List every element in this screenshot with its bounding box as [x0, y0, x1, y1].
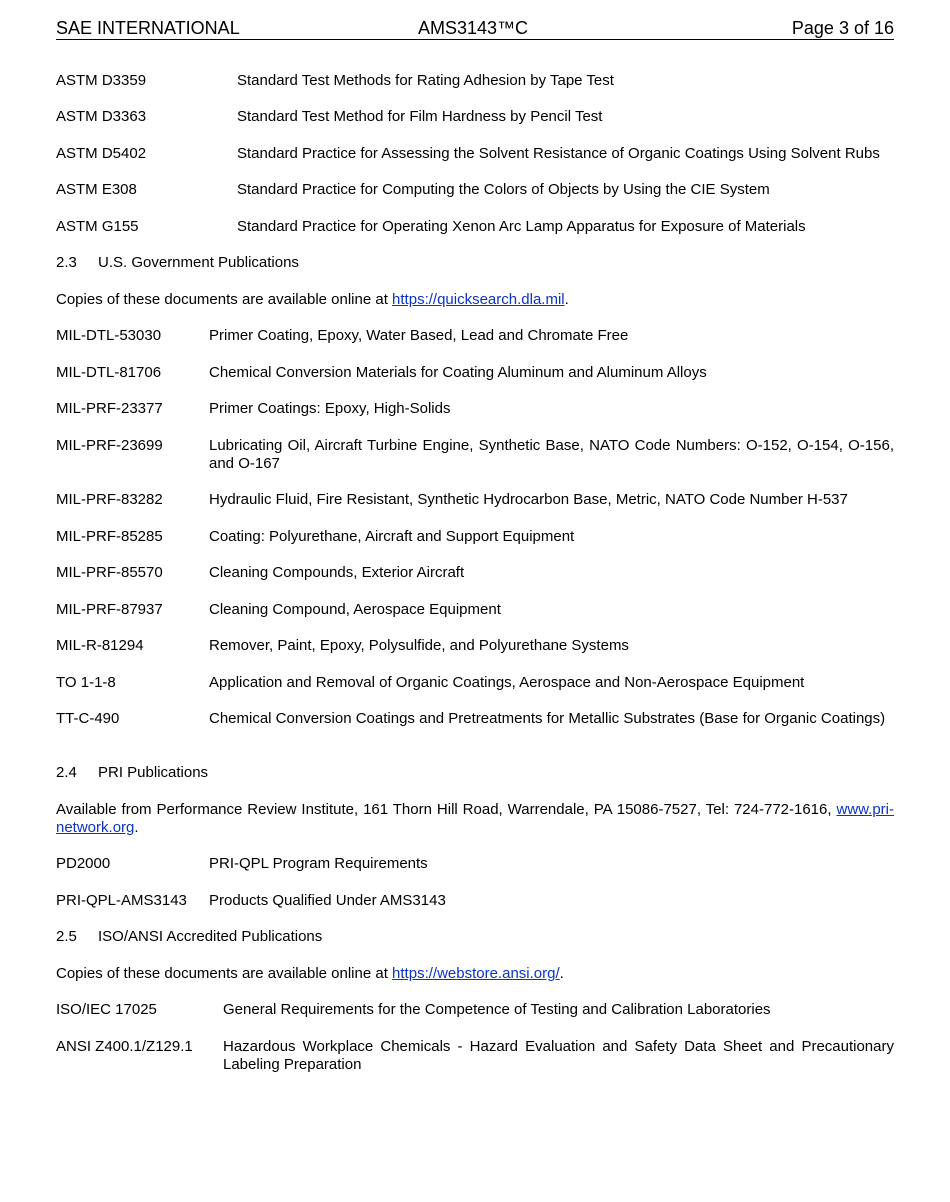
- reference-code: MIL-DTL-53030: [56, 327, 162, 344]
- reference-code: MIL-PRF-83282: [56, 491, 163, 508]
- section-heading-2-4: [56, 764, 208, 782]
- reference-title: Standard Practice for Computing the Colors of Objects by Using the CIE System: [237, 181, 770, 198]
- reference-title: Standard Practice for Assessing the Solvent Resistance of Organic Coatings Using Solvent Rubs: [237, 145, 880, 162]
- reference-code: MIL-PRF-85285: [56, 528, 163, 545]
- reference-code: MIL-PRF-85570: [56, 564, 163, 581]
- reference-title: Primer Coatings: Epoxy, High-Solids: [209, 400, 451, 417]
- section-heading-2-3: [56, 254, 299, 272]
- reference-title: Application and Removal of Organic Coatings, Aerospace and Non-Aerospace Equipment: [209, 674, 805, 691]
- header-organization: SAE INTERNATIONAL: [56, 18, 240, 38]
- reference-code: ISO/IEC 17025: [56, 1001, 157, 1018]
- reference-code: ASTM D3363: [56, 108, 147, 125]
- section-intro: Copies of these documents are available online at https://webstore.ansi.org/.: [56, 965, 564, 982]
- reference-code: MIL-R-81294: [56, 637, 144, 654]
- reference-title: Standard Practice for Operating Xenon Arc Lamp Apparatus for Exposure of Materials: [237, 218, 806, 235]
- reference-title: General Requirements for the Competence of Testing and Calibration Laboratories: [223, 1001, 771, 1018]
- reference-title: Standard Test Methods for Rating Adhesion by Tape Test: [237, 72, 614, 89]
- reference-code: ASTM E308: [56, 181, 137, 198]
- reference-title: Chemical Conversion Materials for Coating Aluminum and Aluminum Alloys: [209, 364, 707, 381]
- reference-title: Cleaning Compound, Aerospace Equipment: [209, 601, 501, 618]
- document-page: [56, 0, 894, 1202]
- header-page-number: Page 3 of 16: [791, 18, 894, 38]
- reference-code: PD2000: [56, 855, 111, 872]
- reference-title: Hazardous Workplace Chemicals - Hazard Evaluation and Safety Data Sheet and Precautionary Labeling Preparation: [223, 1038, 894, 1073]
- reference-code: MIL-PRF-23699: [56, 437, 163, 454]
- header-document-id: AMS3143™C: [418, 18, 529, 38]
- section-number: 2.3: [56, 254, 77, 271]
- reference-code: ANSI Z400.1/Z129.1: [56, 1038, 193, 1055]
- reference-title: Standard Test Method for Film Hardness by Pencil Test: [237, 108, 603, 125]
- reference-title: Lubricating Oil, Aircraft Turbine Engine, Synthetic Base, NATO Code Numbers: O-152, O-154, O-156, and O-167: [209, 437, 894, 472]
- section-number: 2.4: [56, 764, 77, 781]
- reference-code: ASTM D3359: [56, 72, 147, 89]
- section-title: U.S. Government Publications: [98, 254, 299, 271]
- reference-title: Cleaning Compounds, Exterior Aircraft: [209, 564, 465, 581]
- ansi-webstore-link[interactable]: https://webstore.ansi.org/: [392, 965, 560, 982]
- reference-code: PRI-QPL-AMS3143: [56, 892, 187, 909]
- reference-code: TO 1-1-8: [56, 674, 116, 691]
- reference-title: Remover, Paint, Epoxy, Polysulfide, and Polyurethane Systems: [209, 637, 629, 654]
- section-title: ISO/ANSI Accredited Publications: [98, 928, 323, 945]
- section-intro: Available from Performance Review Institute, 161 Thorn Hill Road, Warrendale, PA 15086-7527, Tel: 724-772-1616, www.pri-network.org.: [56, 801, 894, 836]
- quicksearch-link[interactable]: https://quicksearch.dla.mil: [392, 291, 565, 308]
- page-header: [56, 17, 894, 40]
- reference-code: TT-C-490: [56, 710, 120, 727]
- reference-title: Products Qualified Under AMS3143: [209, 892, 446, 909]
- section-heading-2-5: [56, 928, 322, 946]
- reference-title: Chemical Conversion Coatings and Pretreatments for Metallic Substrates (Base for Organic Coatings): [209, 710, 886, 727]
- reference-code: ASTM D5402: [56, 145, 147, 162]
- reference-code: ASTM G155: [56, 218, 139, 235]
- section-intro: Copies of these documents are available online at https://quicksearch.dla.mil.: [56, 291, 569, 308]
- pri-network-link[interactable]: www.pri-network.org: [56, 801, 894, 836]
- reference-title: PRI-QPL Program Requirements: [209, 855, 428, 872]
- reference-code: MIL-DTL-81706: [56, 364, 162, 381]
- reference-title: Hydraulic Fluid, Fire Resistant, Synthetic Hydrocarbon Base, Metric, NATO Code Number H-537: [209, 491, 848, 508]
- section-number: 2.5: [56, 928, 77, 945]
- reference-title: Primer Coating, Epoxy, Water Based, Lead and Chromate Free: [209, 327, 629, 344]
- reference-code: MIL-PRF-23377: [56, 400, 163, 417]
- reference-title: Coating: Polyurethane, Aircraft and Support Equipment: [209, 528, 575, 545]
- section-title: PRI Publications: [98, 764, 209, 781]
- reference-code: MIL-PRF-87937: [56, 601, 163, 618]
